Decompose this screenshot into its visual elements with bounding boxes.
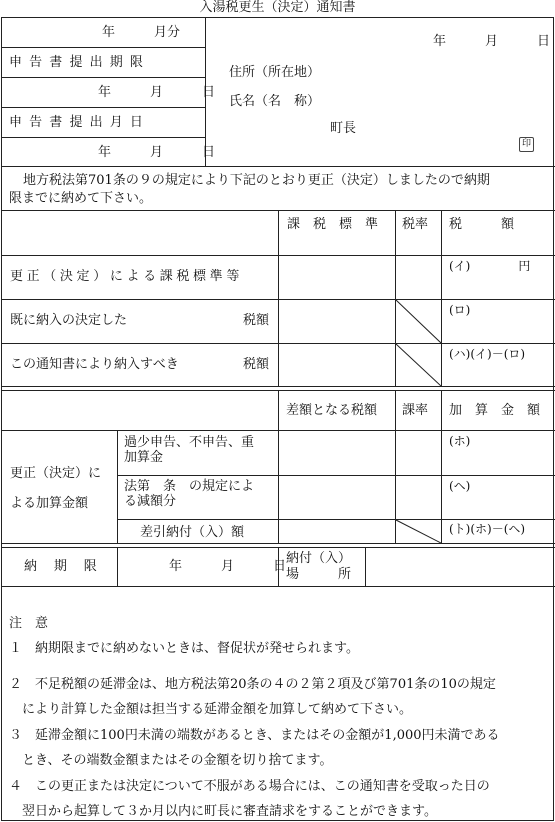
submitted-label: 申告書提出月日 (9, 115, 151, 130)
row-underreport-2: 加算金 (124, 450, 164, 465)
note-2-line-1: ２ 不足税額の延滞金は、地方税法第20条の４の２第２項及び第701条の10の規定 (9, 677, 496, 692)
issue-date: 年 月 日 (433, 34, 551, 49)
col-tax-base: 課 税 標 準 (287, 217, 379, 232)
payment-place-label-2: 場 所 (286, 567, 352, 582)
row-underreport-1: 過少申告、不申告、重 (124, 435, 255, 450)
row-already-paid: 既に納入の決定した (10, 313, 128, 328)
deadline-label: 申告書提出期限 (9, 55, 151, 70)
group-label-line-1: 更正（決定）に (10, 466, 102, 481)
name-label: 氏名（名 称） (229, 94, 321, 109)
note-3-line-2: とき、その端数金額またはその金額を切り捨てます。 (9, 753, 333, 768)
col-diff-tax: 差額となる税額 (286, 403, 378, 418)
row-to-pay: この通知書により納入すべき (10, 357, 179, 372)
year-month-label: 年 月分 (102, 25, 181, 40)
col-surcharge-amount: 加 算 金 額 (449, 403, 541, 418)
document-title: 入湯税更生（決定）通知書 (199, 0, 356, 15)
note-3-line-1: ３ 延滞金額に100円未満の端数があるとき、またはその金額が1,000円未満である (9, 728, 500, 743)
note-1: １ 納期限までに納めないときは、督促状が発せられます。 (9, 641, 359, 656)
notes-heading: 注 意 (9, 616, 49, 631)
intro-line-2: 限までに納めて下さい。 (9, 191, 153, 206)
row-reduction-1: 法第 条 の規定によ (124, 479, 255, 494)
note-ho: (ホ) (449, 434, 471, 448)
note-4-line-1: ４ この更正または決定について不服がある場合には、この通知書を受取った日の (9, 779, 490, 794)
intro-line-1: 地方税法第701条の９の規定により下記のとおり更正（決定）しましたので納期 (23, 173, 490, 188)
note-ro: (ロ) (449, 303, 471, 317)
note-to: (ト)(ホ)－(ヘ) (449, 522, 526, 536)
payment-place-label-1: 納付（入） (286, 551, 352, 566)
deadline-date: 年 月 日 (98, 85, 216, 100)
note-4-line-2: 翌日から起算して３か月以内に町長に審査請求をすることができます。 (9, 804, 437, 819)
note-2-line-2: により計算した金額は担当する延滞金額を加算して納めて下さい。 (9, 702, 413, 717)
row-already-paid-tax: 税額 (243, 313, 270, 328)
rate-na-diagonals (395, 299, 441, 386)
col-tax-amount: 税 額 (449, 217, 515, 232)
submitted-date: 年 月 日 (98, 145, 216, 160)
due-label: 納 期 限 (24, 559, 99, 574)
seal-mark: 印 (519, 137, 534, 152)
group-label-line-2: よる加算金額 (10, 496, 89, 511)
row-revised-base: 更正（決定）による課税標準等 (10, 269, 243, 284)
net-rate-diagonal (395, 519, 441, 543)
due-date: 年 月 日 (169, 559, 287, 574)
note-i: (イ) 円 (449, 259, 531, 273)
col-surcharge-rate: 課率 (402, 403, 429, 418)
address-label: 住所（所在地） (229, 65, 321, 80)
note-ha: (ハ)(イ)－(ロ) (449, 347, 526, 361)
row-to-pay-tax: 税額 (243, 357, 270, 372)
notice-form (1, 17, 554, 821)
row-reduction-2: る減額分 (124, 494, 177, 509)
note-he: (ヘ) (449, 479, 471, 493)
mayor-label: 町長 (330, 121, 357, 136)
row-net-payment: 差引納付（入）額 (140, 525, 245, 540)
col-tax-rate: 税率 (402, 217, 429, 232)
